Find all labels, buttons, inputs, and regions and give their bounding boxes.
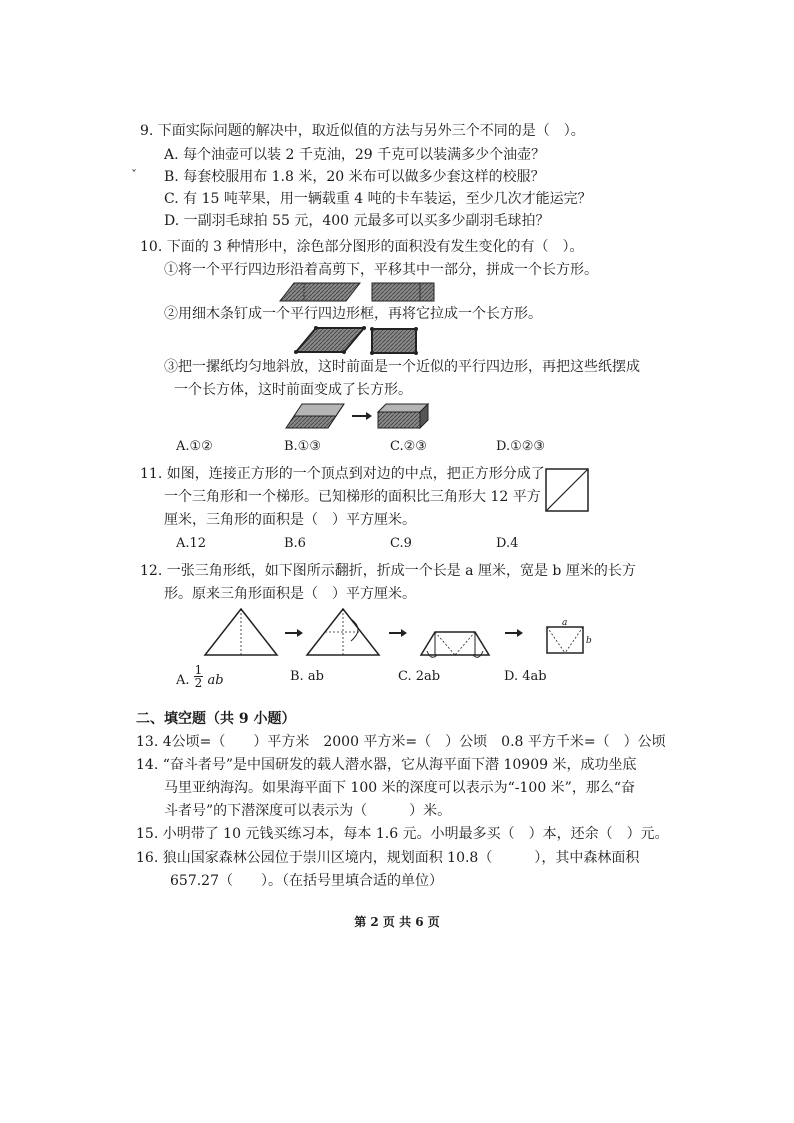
- q15: 15. 小明带了 10 元钱买练习本，每本 1.6 元。小明最多买（ ）本，还余（ ）元。: [136, 826, 669, 842]
- q16-line-1: 16. 狼山国家森林公园位于崇川区境内，规划面积 10.8（ ），其中森林面积: [136, 850, 640, 866]
- q12-fold-figures: [205, 605, 605, 661]
- margin-mark: ˇ: [131, 168, 137, 182]
- q12-option-a-prefix: A.: [176, 673, 190, 688]
- q10-situation-3a: ③把一摞纸均匀地斜放，这时前面是一个近似的平行四边形，再把这些纸摆成: [164, 359, 640, 375]
- q12-option-b: B. ab: [290, 669, 324, 684]
- q12-option-a-suffix: ab: [207, 673, 224, 688]
- q9-option-d: D. 一副羽毛球拍 55 元，400 元最多可以买多少副羽毛球拍？: [164, 213, 550, 229]
- q12-fig-label-b: b: [586, 636, 592, 646]
- q11-option-a: A.12: [176, 536, 207, 551]
- q14-line-2: 马里亚纳海沟。如果海平面下 100 米的深度可以表示为“-100 米”，那么“奋: [164, 780, 635, 796]
- q11-option-b: B.6: [284, 536, 306, 551]
- q10-option-d: D.①②③: [496, 439, 546, 454]
- q12-option-c: C. 2ab: [398, 669, 441, 684]
- page-footer: 第 2 页 共 6 页: [354, 915, 440, 929]
- q16-line-2: 657.27（ ）。（在括号里填合适的单位）: [170, 873, 443, 889]
- q11-line-2: 一个三角形和一个梯形。已知梯形的面积比三角形大 12 平方: [164, 489, 541, 505]
- q9-stem: 9. 下面实际问题的解决中，取近似值的方法与另外三个不同的是（ ）。: [140, 123, 585, 139]
- q12-option-d: D. 4ab: [504, 669, 547, 684]
- q10-figure-2-result: [370, 327, 420, 357]
- q10-situation-2: ②用细木条钉成一个平行四边形框，再将它拉成一个长方形。: [164, 306, 542, 322]
- q12-option-a: [176, 663, 224, 696]
- q11-line-1: 11. 如图，连接正方形的一个顶点到对边的中点，把正方形分成了: [140, 466, 545, 482]
- q9-option-a: A. 每个油壶可以装 2 千克油，29 千克可以装满多少个油壶？: [164, 147, 546, 163]
- q13: 13. 4公顷=（ ）平方米 2000 平方米=（ ）公顷 0.8 平方千米=（ ）公顷: [136, 734, 666, 750]
- q12-option-a-numerator: 1: [194, 663, 203, 677]
- q10-figure-3-result: [378, 402, 438, 432]
- q10-figure-1-result: [372, 283, 436, 303]
- q10-option-b: B.①③: [284, 439, 321, 454]
- q9-option-c: C. 有 15 吨苹果，用一辆载重 4 吨的卡车装运，至少几次才能运完？: [164, 191, 592, 207]
- q12-option-a-denominator: 2: [194, 676, 203, 690]
- q10-situation-1: ①将一个平行四边形沿着高剪下，平移其中一部分，拼成一个长方形。: [164, 262, 598, 278]
- q10-stem: 10. 下面的 3 种情形中，涂色部分图形的面积没有发生变化的有（ ）。: [140, 239, 584, 255]
- section-2-heading: 二、填空题（共 9 小题）: [136, 711, 296, 727]
- q10-situation-3b: 一个长方体，这时前面变成了长方形。: [174, 382, 412, 398]
- q10-option-a: A.①②: [176, 439, 213, 454]
- q11-option-c: C.9: [390, 536, 412, 551]
- q11-line-3: 厘米，三角形的面积是（ ）平方厘米。: [164, 512, 416, 528]
- q9-option-b: B. 每套校服用布 1.8 米，20 米布可以做多少套这样的校服？: [164, 169, 545, 185]
- q10-option-c: C.②③: [390, 439, 427, 454]
- q12-line-1: 12. 一张三角形纸，如下图所示翻折，折成一个长是 a 厘米，宽是 b 厘米的长方: [140, 563, 636, 579]
- q11-option-d: D.4: [496, 536, 519, 551]
- q14-line-3: 斗者号”的下潜深度可以表示为（ ）米。: [164, 803, 452, 819]
- q12-line-2: 形。原来三角形面积是（ ）平方厘米。: [164, 586, 416, 602]
- q11-square-figure: [545, 468, 591, 514]
- q12-fig-label-a: a: [562, 618, 568, 628]
- q14-line-1: 14. “奋斗者号”是中国研发的载人潜水器，它从海平面下潜 10909 米，成功坐底: [136, 757, 637, 773]
- q12-option-a-fraction: [194, 664, 204, 689]
